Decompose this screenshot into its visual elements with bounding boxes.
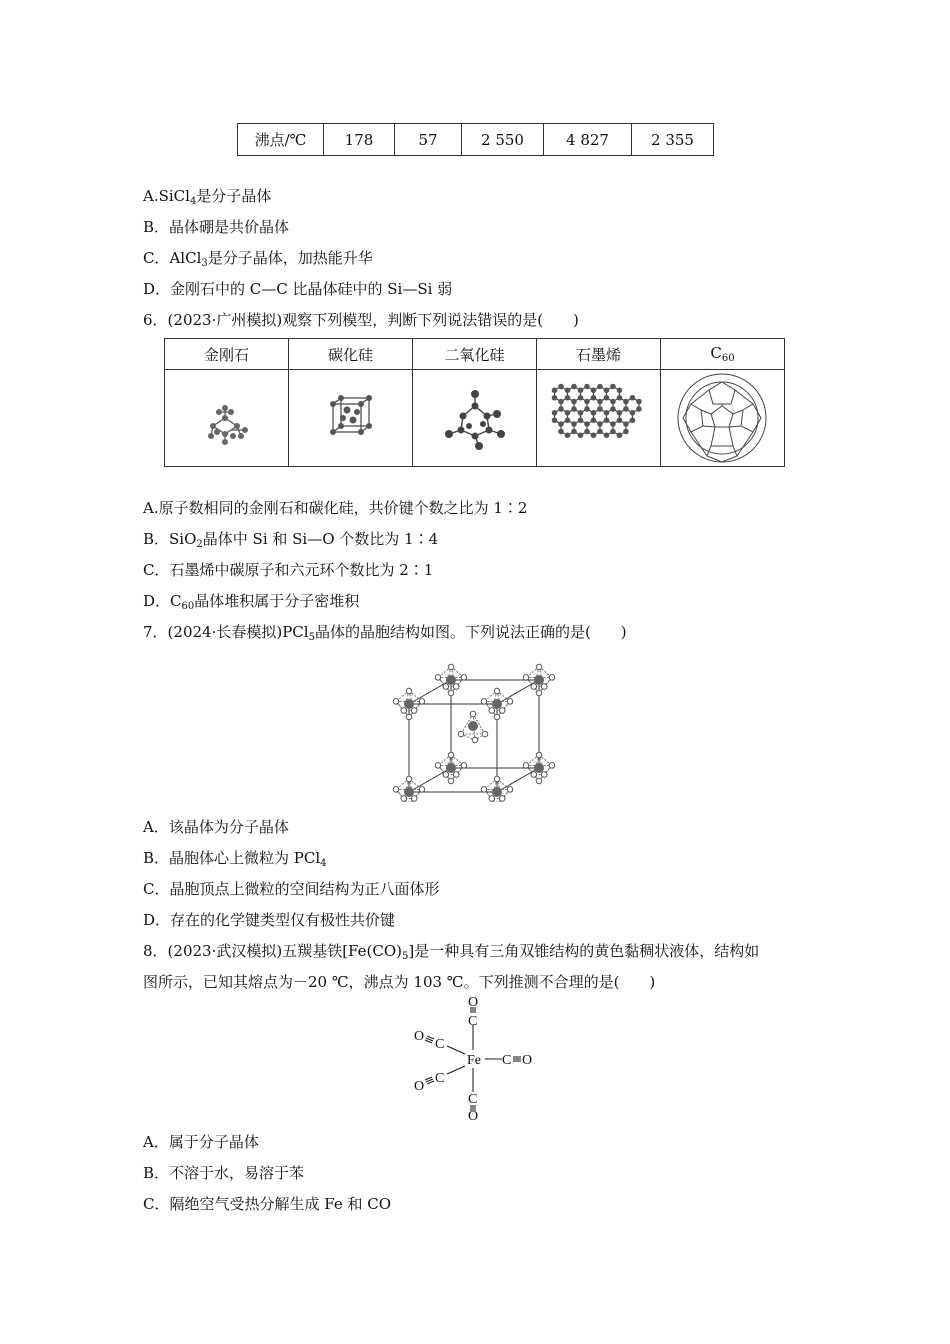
carbon-atom <box>565 395 571 401</box>
q8-option-a: A．属于分子晶体 <box>143 1133 259 1151</box>
model-name: 石墨烯 <box>537 339 661 370</box>
carbon-atom <box>630 395 636 401</box>
q8-stem-line1: 8．(2023·武汉模拟)五羰基铁$[Fe(CO)_5]$是一种具有三角双锥结构的黄色黏稠状液体，结构如 <box>143 942 760 962</box>
carbon-atom <box>565 387 571 393</box>
silicon-dioxide-model-cell <box>413 370 537 467</box>
carbon-atom <box>630 417 636 423</box>
carbon-atom <box>623 421 629 427</box>
carbon-atom <box>565 410 571 416</box>
carbon-atom <box>597 406 603 412</box>
carbon-atom <box>571 421 577 427</box>
carbon-atom <box>597 421 603 427</box>
carbon-atom <box>617 410 623 416</box>
carbon-atom <box>552 410 558 416</box>
row-label: 沸点/℃ <box>238 124 324 156</box>
diamond-model-cell <box>165 370 289 467</box>
carbon-atom <box>610 421 616 427</box>
carbon-atom <box>571 429 577 435</box>
carbon-atom <box>636 399 642 405</box>
table-cell: 4 827 <box>544 124 632 156</box>
q7-option-a: A．该晶体为分子晶体 <box>143 818 289 836</box>
carbon-atom <box>623 429 629 435</box>
model-name: 金刚石 <box>165 339 289 370</box>
carbon-atom <box>617 395 623 401</box>
carbon-atom <box>597 399 603 405</box>
c60-model-cell <box>661 370 785 467</box>
fe-atom-label: Fe <box>467 1053 481 1068</box>
carbon-atom <box>565 417 571 423</box>
carbon-atom <box>558 384 564 390</box>
c-atom-label: C <box>435 1071 445 1086</box>
pcl6-vertex-particle <box>435 664 467 696</box>
pcl4-body-center-particle <box>458 711 488 743</box>
carbon-atom <box>584 421 590 427</box>
carbon-atom <box>552 387 558 393</box>
carbon-atom <box>591 417 597 423</box>
carbon-atom <box>552 417 558 423</box>
carbon-atom <box>617 432 623 438</box>
carbon-atom <box>604 395 610 401</box>
carbon-atom <box>636 406 642 412</box>
carbon-atom <box>604 417 610 423</box>
table-row <box>165 339 785 370</box>
graphene-model-figure <box>537 370 660 466</box>
carbon-atom <box>571 406 577 412</box>
carbon-atom <box>591 432 597 438</box>
q8-option-c: C．隔绝空气受热分解生成 Fe 和 CO <box>143 1195 392 1213</box>
graphene-model-cell <box>537 370 661 467</box>
model-name: $C_{60}$ <box>661 339 785 370</box>
c-atom-label: C <box>435 1037 445 1052</box>
q5-option-d: D．金刚石中的 C—C 比晶体硅中的 Si—Si 弱 <box>143 280 453 298</box>
carbon-atom <box>604 410 610 416</box>
carbon-atom <box>571 384 577 390</box>
pcl6-vertex-particle <box>435 752 467 784</box>
carbon-atom <box>591 410 597 416</box>
q6-option-c: C．石墨烯中碳原子和六元环个数比为 2∶1 <box>143 561 434 579</box>
o-atom-label: O <box>414 1029 425 1044</box>
silicon-carbide-model-figure <box>289 370 412 466</box>
table-cell: 57 <box>395 124 462 156</box>
table-row <box>165 370 785 467</box>
carbon-atom <box>578 387 584 393</box>
table-row <box>238 124 714 156</box>
carbon-atom <box>584 384 590 390</box>
carbon-atom <box>578 395 584 401</box>
q5-option-c: C．AlCl$_3$是分子晶体，加热能升华 <box>143 249 373 269</box>
o-atom-label: O <box>414 1079 425 1094</box>
silicon-carbide-model-cell <box>289 370 413 467</box>
carbon-atom <box>610 406 616 412</box>
pcl6-vertex-particle <box>523 752 555 784</box>
q6-option-b: B．SiO$_2$晶体中 Si 和 Si—O 个数比为 1∶4 <box>143 530 439 550</box>
pcl6-vertex-particle <box>481 688 513 720</box>
pcl6-vertex-particle <box>523 664 555 696</box>
table-cell: 178 <box>324 124 395 156</box>
q7-option-b: B．晶胞体心上微粒为 PCl$_4$ <box>143 849 327 869</box>
pcl6-vertex-particle <box>393 776 425 802</box>
q8-stem-line2: 图所示，已知其熔点为－20 ℃，沸点为 103 ℃。下列推测不合理的是( ) <box>143 973 656 991</box>
carbon-atom <box>552 395 558 401</box>
q7-option-c: C．晶胞顶点上微粒的空间结构为正八面体形 <box>143 880 440 898</box>
carbon-atom <box>571 399 577 405</box>
carbon-atom <box>584 399 590 405</box>
pcl6-vertex-particle <box>393 688 425 720</box>
carbon-atom <box>578 432 584 438</box>
table-cell: 2 550 <box>462 124 544 156</box>
carbon-atom <box>558 421 564 427</box>
carbon-atom <box>604 432 610 438</box>
o-atom-label: O <box>522 1053 533 1068</box>
carbon-atom <box>558 399 564 405</box>
carbon-atom <box>610 384 616 390</box>
q7-option-d: D．存在的化学键类型仅有极性共价键 <box>143 911 396 929</box>
carbon-atom <box>604 387 610 393</box>
carbon-atom <box>617 417 623 423</box>
c-atom-label: C <box>468 1092 478 1107</box>
q6-option-d: D．$C_{60}$晶体堆积属于分子密堆积 <box>143 592 360 612</box>
q7-stem: 7．(2024·长春模拟)PCl$_5$晶体的晶胞结构如图。下列说法正确的是( ) <box>143 623 627 643</box>
c60-model-figure <box>661 370 784 466</box>
silicon-dioxide-model-figure <box>413 370 536 466</box>
carbon-atom <box>623 406 629 412</box>
carbon-atom <box>591 395 597 401</box>
carbon-atom <box>558 406 564 412</box>
q5-option-b: B．晶体硼是共价晶体 <box>143 218 290 236</box>
crystal-model-table <box>164 338 785 467</box>
carbon-atom <box>558 429 564 435</box>
carbon-atom <box>584 406 590 412</box>
model-name: 二氧化硅 <box>413 339 537 370</box>
carbon-atom <box>578 410 584 416</box>
carbon-atom <box>630 410 636 416</box>
carbon-atom <box>565 432 571 438</box>
pcl6-vertex-particle <box>481 776 513 802</box>
q8-option-b: B．不溶于水，易溶于苯 <box>143 1164 305 1182</box>
carbon-atom <box>597 384 603 390</box>
carbon-atom <box>591 387 597 393</box>
c-atom-label: C <box>502 1053 512 1068</box>
carbon-atom <box>578 417 584 423</box>
carbon-atom <box>584 429 590 435</box>
pcl5-unit-cell-figure <box>385 652 575 802</box>
carbon-atom <box>610 399 616 405</box>
q6-option-a: A.原子数相同的金刚石和碳化硅，共价键个数之比为 1∶2 <box>143 499 528 517</box>
carbon-atom <box>610 429 616 435</box>
table-cell: 2 355 <box>632 124 714 156</box>
q6-stem: 6．(2023·广州模拟)观察下列模型，判断下列说法错误的是( ) <box>143 311 579 329</box>
carbon-atom <box>623 399 629 405</box>
q5-option-a: A.SiCl$_4$是分子晶体 <box>143 187 272 207</box>
c-atom-label: C <box>468 1014 478 1029</box>
model-name: 碳化硅 <box>289 339 413 370</box>
diamond-model-figure <box>165 370 288 466</box>
carbon-atom <box>617 387 623 393</box>
o-atom-label: O <box>468 1109 479 1121</box>
boiling-point-table <box>237 123 714 156</box>
fe-co5-structure-figure <box>405 996 545 1121</box>
carbon-atom <box>597 429 603 435</box>
o-atom-label: O <box>468 996 479 1010</box>
